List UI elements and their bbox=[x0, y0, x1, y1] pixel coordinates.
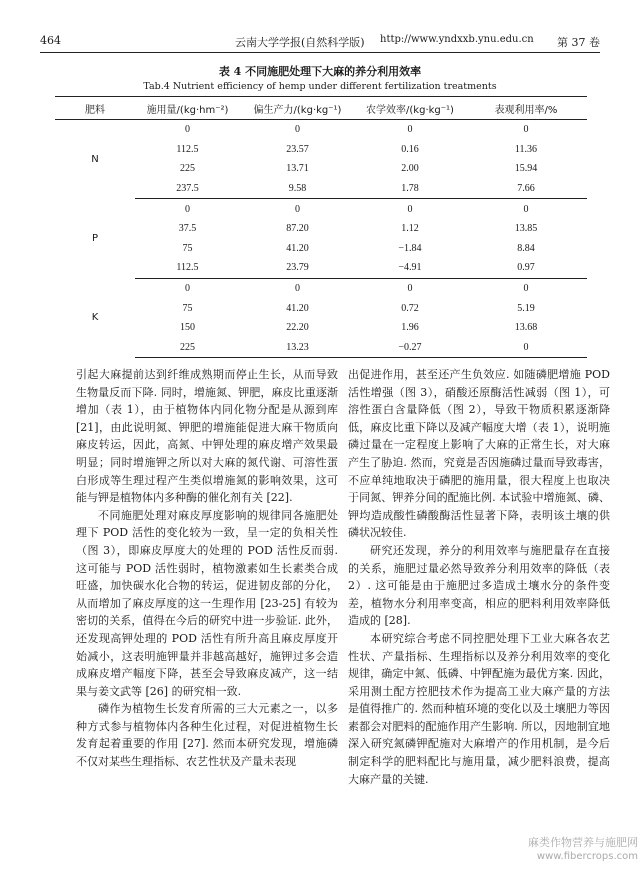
table-cell: 0.16 bbox=[401, 143, 419, 155]
table-cell: 2.00 bbox=[401, 163, 419, 175]
table-cell: 11.36 bbox=[514, 143, 538, 155]
col-header-fertilizer: 肥料 bbox=[55, 97, 135, 120]
table-header-row bbox=[55, 97, 587, 120]
table-cell: 9.58 bbox=[240, 179, 355, 199]
table-cell: 37.5 bbox=[178, 223, 197, 235]
table-cell: 0 bbox=[185, 124, 190, 136]
table-row bbox=[55, 239, 587, 259]
table-cell: 13.85 bbox=[514, 223, 538, 235]
table-cell: 0 bbox=[407, 203, 413, 215]
table-cell: 112.5 bbox=[135, 258, 240, 278]
table-cell: 0 bbox=[407, 124, 413, 136]
table-cell: 150 bbox=[180, 322, 195, 334]
fertilizer-cell: P bbox=[91, 233, 99, 245]
table-row bbox=[55, 140, 587, 160]
table-cell: 0 bbox=[295, 203, 300, 215]
table-row bbox=[55, 199, 587, 219]
body-left-column bbox=[76, 366, 338, 771]
table-cell: 5.19 bbox=[517, 302, 535, 314]
table-cell: 0.72 bbox=[401, 302, 419, 314]
header-rule bbox=[40, 52, 600, 53]
body-paragraph: 磷作为植物生长发育所需的三大元素之一，以多种方式参与植物体内各种生化过程，对促进植物生长发育起着重要的作用 [27]. 然而本研究发现，增施磷不仅对某些生理指标、农艺性状及产量未表现 bbox=[76, 702, 338, 769]
col-header-agronomic-efficiency: 农学效率/(kg·kg⁻¹) bbox=[355, 97, 465, 120]
table-body bbox=[55, 120, 587, 358]
table-cell: 75 bbox=[182, 242, 193, 254]
table-cell: −4.91 bbox=[355, 258, 465, 278]
body-paragraph: 本研究综合考虑不同控肥处理下工业大麻各农艺性状、产量指标、生理指标以及养分利用效率的变化规律，确定中氮、低磷、中钾配施为最优方案. 因此，采用测土配方控肥技术作为提高工业大麻产量的方法是值得推广的. 然而种植环境的变化以及土壤肥力等因素都会对肥料的配施作用产生影响. 所以，因地制宜地深入研究氮磷钾配施对大麻增产的作用机制，是今后制定科学的肥料配比与施用量，减少肥料浪费，提高大麻产量的关键. bbox=[348, 631, 610, 786]
table-row bbox=[55, 219, 587, 239]
table-cell: 8.84 bbox=[517, 242, 535, 254]
table-cell: 13.71 bbox=[286, 163, 309, 175]
table-row bbox=[55, 120, 587, 140]
table-cell: 13.68 bbox=[514, 322, 538, 334]
body-right-column bbox=[348, 366, 610, 788]
body-paragraph: 出促进作用，甚至还产生负效应. 如随磷肥增施 POD 活性增强（图 3），硝酸还原酶活性减弱（图 1），可溶性蛋白含量降低（图 2），导致干物质积累逐渐降低，麻皮比重下降以及减产幅度大增（表 1），说明施磷过量在一定程度上影响了大麻的正常生长，对大麻产生了胁迫. 然而，究竟是否因施磷过量而导致毒害，不应单纯地取决于磷肥的施用量，很大程度上也取决于同氮、钾养分间的配施比例. 本试验中增施氮、磷、钾均造成酸性磷酸酶活性显著下降，表明该土壤的供磷状况较佳. bbox=[348, 368, 610, 540]
table-cell: 41.20 bbox=[286, 302, 309, 314]
watermark-title: 麻类作物营养与施肥网 bbox=[528, 836, 638, 849]
table-cell: 87.20 bbox=[286, 223, 309, 235]
table-row bbox=[55, 278, 587, 298]
table-row bbox=[55, 298, 587, 318]
table-cell: 75 bbox=[182, 302, 193, 314]
table-row bbox=[55, 338, 587, 358]
fertilizer-cell: N bbox=[91, 153, 99, 165]
table-cell: 0 bbox=[295, 124, 300, 136]
table-cell: 237.5 bbox=[135, 179, 240, 199]
table-cell: −0.27 bbox=[355, 338, 465, 358]
table-cell: 22.20 bbox=[286, 322, 309, 334]
table-row bbox=[55, 179, 587, 199]
table-cell: 0 bbox=[185, 203, 190, 215]
table-row bbox=[55, 159, 587, 179]
table-cell: 41.20 bbox=[286, 242, 309, 254]
table-cell: 15.94 bbox=[514, 163, 538, 175]
fertilizer-cell: K bbox=[91, 312, 99, 324]
journal-name: 云南大学学报(自然科学版) bbox=[235, 36, 365, 49]
nutrient-efficiency-table bbox=[55, 96, 587, 358]
table-cell: 23.79 bbox=[240, 258, 355, 278]
col-header-apparent-utilization: 表观利用率/% bbox=[465, 97, 587, 120]
running-header bbox=[40, 34, 600, 50]
journal-url: http://www.yndxxb.ynu.edu.cn bbox=[380, 34, 534, 45]
table-cell: 0 bbox=[407, 283, 413, 295]
table-cell: 0 bbox=[523, 203, 529, 215]
table-cell: 1.12 bbox=[401, 223, 419, 235]
table-cell: 225 bbox=[135, 338, 240, 358]
table-cell: 0 bbox=[465, 338, 587, 358]
table-row bbox=[55, 318, 587, 338]
col-header-rate: 施用量/(kg·hm⁻²) bbox=[135, 97, 240, 120]
body-paragraph: 不同施肥处理对麻皮厚度影响的规律同各施肥处理下 POD 活性的变化较为一致，呈一定的负相关性（图 3），即麻皮厚度大的处理的 POD 活性反而弱. 这可能与 POD 活性弱时，植物激素如生长素类合成旺盛，加快碳水化合物的转运，促进韧皮部的分化，从而增加了麻皮厚度的这一生理作用 [23-25] 有较为密切的关系，值得在今后的研究中进一步验证. 此外，还发现高钾处理的 POD 活性有所升高且麻皮厚度开始减小，这表明施钾量并非越高越好，施钾过多会造成麻皮增产幅度下降，甚至会导致麻皮减产，这一结果与姜文武等 [26] 的研究相一致. bbox=[76, 508, 338, 698]
table-cell: 112.5 bbox=[176, 143, 199, 155]
table-cell: 1.96 bbox=[401, 322, 419, 334]
table-cell: 0.97 bbox=[465, 258, 587, 278]
table-cell: 23.57 bbox=[286, 143, 309, 155]
table-cell: −1.84 bbox=[398, 242, 422, 254]
watermark bbox=[528, 836, 638, 864]
table-cell: 1.78 bbox=[355, 179, 465, 199]
table-cell: 0 bbox=[523, 124, 529, 136]
table-cell: 0 bbox=[523, 283, 529, 295]
table-cell: 7.66 bbox=[465, 179, 587, 199]
watermark-url: www.fibercrops.com bbox=[536, 851, 638, 862]
body-paragraph: 引起大麻提前达到纤维成熟期而停止生长，从而导致生物量反而下降. 同时，增施氮、钾肥，麻皮比重逐渐增加（表 1），由于植物体内同化物分配是从源到库 [21]，由此说明氮、钾肥的增施能促进大麻干物质向麻皮转运，因此，高氮、中钾处理的麻皮增产效果最明显；同时增施钾之所以对大麻的氮代谢、可溶性蛋白形成等生理过程产生类似增施氮的影响效果，这可能与钾是植物体内多种酶的催化剂有关 [22]. bbox=[76, 368, 338, 505]
table-cell: 0 bbox=[295, 283, 300, 295]
page-number: 464 bbox=[40, 34, 61, 47]
col-header-partial-productivity: 偏生产力/(kg·kg⁻¹) bbox=[240, 97, 355, 120]
volume-label: 第 37 卷 bbox=[557, 36, 600, 49]
table-cell: 13.23 bbox=[240, 338, 355, 358]
body-paragraph: 研究还发现，养分的利用效率与施肥量存在直接的关系，施肥过量必然导致养分利用效率的降低（表 2）. 这可能是由于施肥过多造成土壤水分的条件变差，植物水分利用率变高，相应的肥料利用效率降低造成的 [28]. bbox=[348, 543, 610, 628]
table-cell: 225 bbox=[180, 163, 195, 175]
table-caption-en: Tab.4 Nutrient efficiency of hemp under different fertilization treatments bbox=[143, 81, 497, 92]
table-caption-cn: 表 4 不同施肥处理下大麻的养分利用效率 bbox=[218, 65, 422, 78]
table-cell: 0 bbox=[185, 283, 190, 295]
table-row bbox=[55, 258, 587, 278]
